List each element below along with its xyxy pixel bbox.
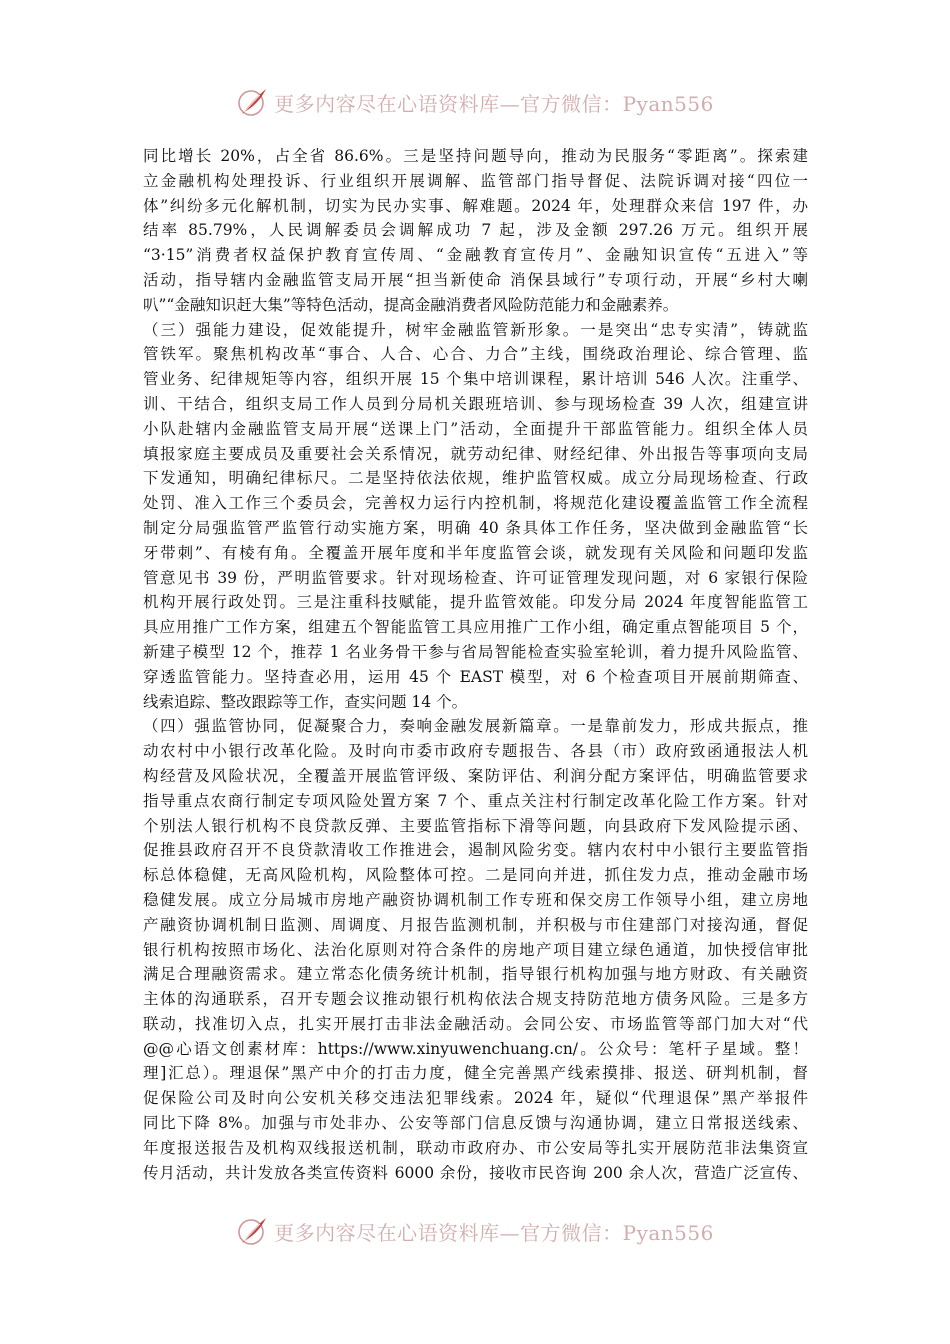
body-line: 具应用推广工作方案，组建五个智能监管工具应用推广工作小组，确定重点智能项目 5 个，: [143, 618, 808, 637]
body-line: 新建子模型 12 个，推荐 1 名业务骨干参与省局智能检查实验室轮训，着力提升风险监管、: [143, 642, 808, 661]
body-line: @@心语文创素材库：https://www.xinyuwenchuang.cn/。公众号：笔杆子星域。整！: [143, 1039, 808, 1058]
body-line: 填报家庭主要成员及重要社会关系情况，就劳动纪律、财经纪律、外出报告等事项向支局: [143, 444, 808, 463]
body-line: 促推县政府召开不良贷款清收工作推进会，遏制风险劣变。辖内农村中小银行主要监管指: [143, 841, 808, 860]
footer-banner: [0, 1213, 950, 1249]
body-line: 牙带刺”、有棱有角。全覆盖开展年度和半年度监管会谈，就发现有关风险和问题印发监: [143, 543, 808, 562]
body-line: 同比增长 20%，占全省 86.6%。三是坚持问题导向，推动为民服务“零距离”。探索建: [143, 147, 808, 165]
body-line: 促保险公司及时向公安机关移交违法犯罪线索。2024 年，疑似“代理退保”黑产举报件: [143, 1089, 808, 1108]
feather-pen-logo-icon: [236, 1214, 270, 1248]
body-line: 管业务、纪律规矩等内容，组织开展 15 个集中培训课程，累计培训 546 人次。注重学、: [143, 370, 808, 389]
body-line: 传月活动，共计发放各类宣传资料 6000 余份，接收市民咨询 200 余人次，营造广泛宣传、: [143, 1163, 808, 1182]
body-line: 构经营及风险状况，全覆盖开展监管评级、案防评估、利润分配方案评估，明确监管要求: [143, 766, 808, 785]
body-line: 机构开展行政处罚。三是注重科技赋能，提升监管效能。印发分局 2024 年度智能监管工: [143, 593, 808, 612]
body-line: （四）强监管协同，促凝聚合力，奏响金融发展新篇章。一是靠前发力，形成共振点，推: [143, 717, 808, 736]
body-line: 管意见书 39 份，严明监管要求。针对现场检查、许可证管理发现问题，对 6 家银行保险: [143, 568, 808, 587]
header-banner: [0, 84, 950, 120]
body-line: （三）强能力建设，促效能提升，树牢金融监管新形象。一是突出“忠专实清”，铸就监: [143, 320, 808, 339]
body-line: 动农村中小银行改革化险。及时向市委市政府专题报告、各县（市）政府致函通报法人机: [143, 742, 808, 761]
body-line: 结率 85.79%，人民调解委员会调解成功 7 起，涉及金额 297.26 万元。组织开展: [143, 221, 808, 240]
body-line: 年度报送报告及机构双线报送机制，联动市政府办、市公安局等扎实开展防范非法集资宣: [143, 1138, 808, 1157]
body-line: “3·15”消费者权益保护教育宣传周、“金融教育宣传月”、金融知识宣传“五进入”等: [143, 246, 808, 265]
body-line: 叭”“金融知识赶大集”等特色活动，提高金融消费者风险防范能力和金融素养。: [143, 295, 679, 314]
body-line: 指导重点农商行制定专项风险处置方案 7 个、重点关注村行制定改革化险工作方案。针对: [143, 791, 808, 810]
body-line: 个别法人银行机构不良贷款反弹、主要监管指标下滑等问题，向县政府下发风险提示函、: [143, 816, 808, 835]
document-body: [143, 144, 808, 1185]
body-line: 满足合理融资需求。建立常态化债务统计机制，指导银行机构加强与地方财政、有关融资: [143, 965, 808, 984]
body-line: 小队赴辖内金融监管支局开展“送课上门”活动，全面提升干部监管能力。组织全体人员: [143, 419, 808, 438]
body-line: 立金融机构处理投诉、行业组织开展调解、监管部门指导督促、法院诉调对接“四位一: [143, 171, 808, 190]
body-line: 训、干结合，组织支局工作人员到分局机关跟班培训、参与现场检查 39 人次，组建宣讲: [143, 394, 808, 413]
body-line: 主体的沟通联系，召开专题会议推动银行机构依法合规支持防范地方债务风险。三是多方: [143, 990, 808, 1009]
body-line: 理]汇总）。理退保”黑产中介的打击力度，健全完善黑产线索摸排、报送、研判机制，督: [143, 1064, 808, 1083]
header-banner-text: 更多内容尽在心语资料库—官方微信：Pyan556: [274, 91, 714, 116]
body-line: 稳健发展。成立分局城市房地产融资协调机制工作专班和保交房工作领导小组，建立房地: [143, 890, 808, 909]
body-line: 联动，找准切入点，扎实开展打击非法金融活动。会同公安、市场监管等部门加大对“代: [143, 1014, 808, 1033]
body-line: 产融资协调机制日监测、周调度、月报告监测机制，并积极与市住建部门对接沟通，督促: [143, 915, 808, 934]
feather-pen-logo-icon: [236, 85, 270, 119]
body-line: 管铁军。聚焦机构改革“事合、人合、心合、力合”主线，围绕政治理论、综合管理、监: [143, 345, 808, 364]
body-line: 下发通知，明确纪律标尺。二是坚持依法依规，维护监管权威。成立分局现场检查、行政: [143, 469, 808, 488]
body-line: 线索追踪、整改跟踪等工作，查实问题 14 个。: [143, 692, 468, 711]
body-line: 处罚、准入工作三个委员会，完善权力运行内控机制，将规范化建设覆盖监管工作全流程: [143, 494, 808, 513]
body-line: 同比下降 8%。加强与市处非办、公安等部门信息反馈与沟通协调，建立日常报送线索、: [143, 1114, 808, 1133]
footer-banner-text: 更多内容尽在心语资料库—官方微信：Pyan556: [274, 1220, 714, 1245]
body-line: 标总体稳健，无高风险机构，风险整体可控。二是同向并进，抓住发力点，推动金融市场: [143, 866, 808, 885]
body-line: 活动，指导辖内金融监管支局开展“担当新使命 消保县域行”专项行动，开展“乡村大喇: [143, 270, 808, 289]
body-line: 制定分局强监管严监管行动实施方案，明确 40 条具体工作任务，坚决做到金融监管“长: [143, 518, 808, 537]
body-line: 体”纠纷多元化解机制，切实为民办实事、解难题。2024 年，处理群众来信 197 件，办: [143, 196, 808, 215]
body-line: 银行机构按照市场化、法治化原则对符合条件的房地产项目建立绿色通道，加快授信审批: [143, 940, 808, 959]
body-line: 穿透监管能力。坚持查必用，运用 45 个 EAST 模型，对 6 个检查项目开展前期筛查、: [143, 667, 808, 686]
